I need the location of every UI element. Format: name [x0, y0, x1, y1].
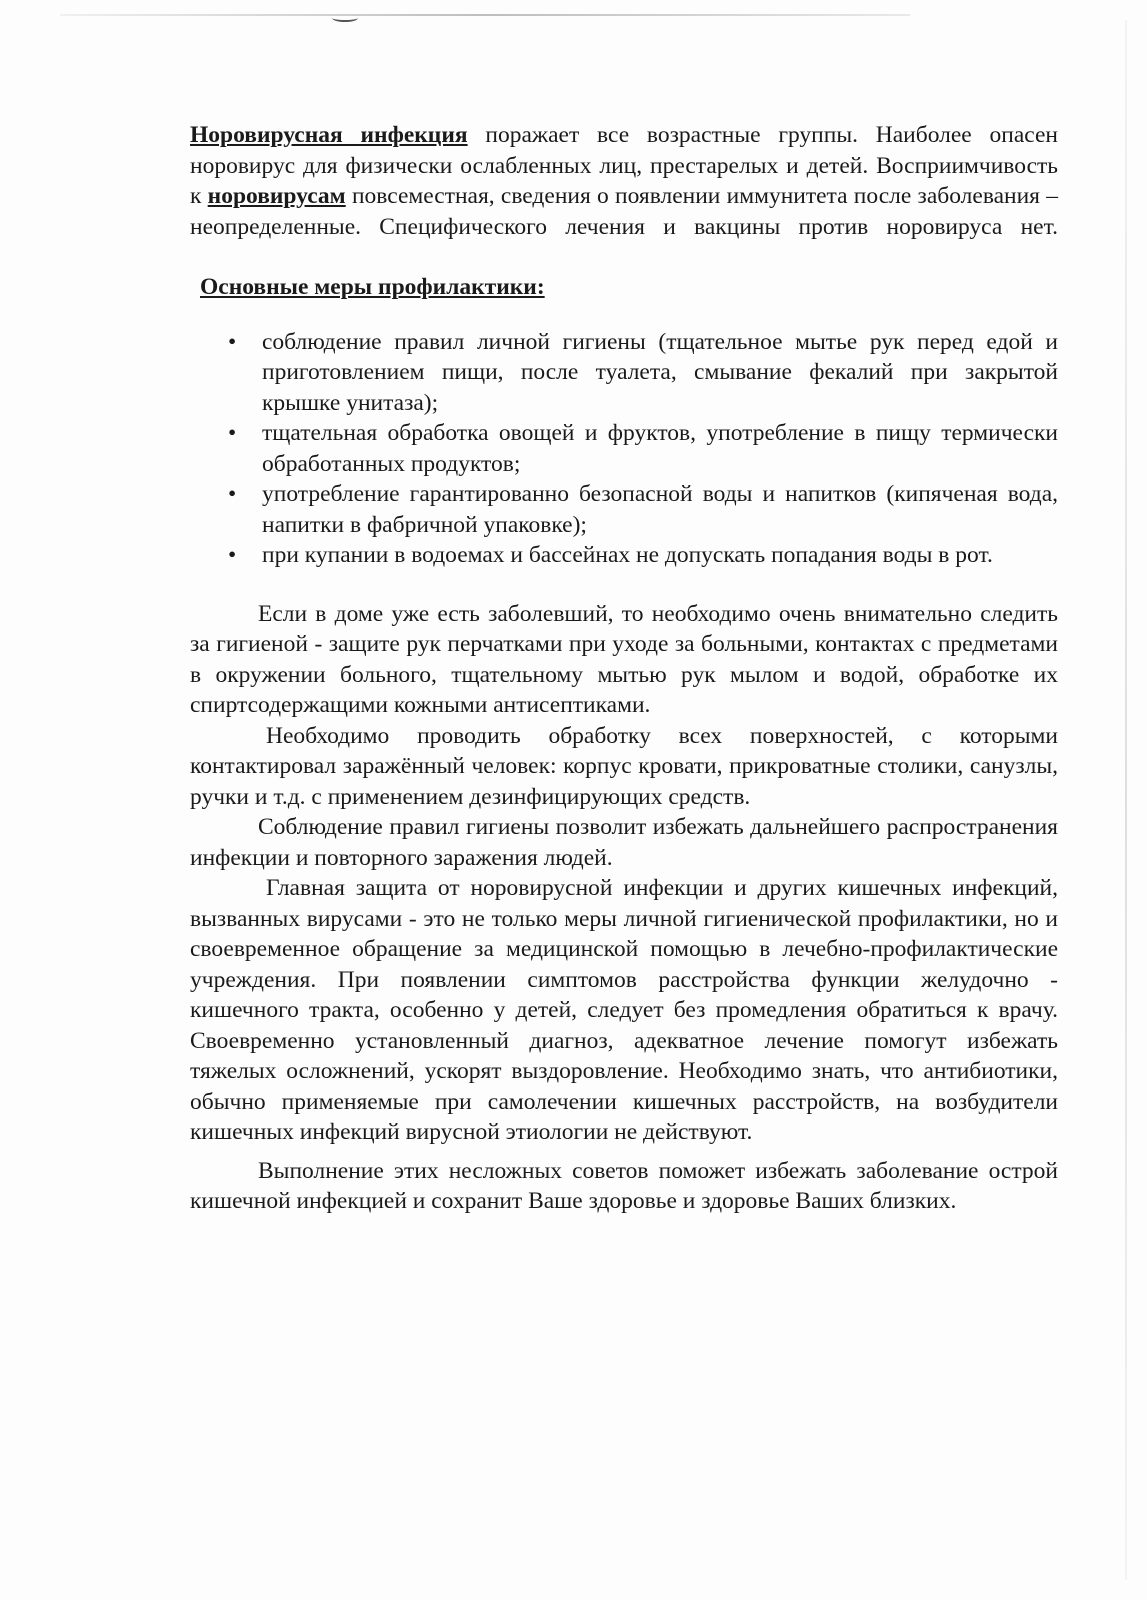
intro-text-2: повсеместная, сведения о появлении иммунитета после заболевания – неопределенные. Специфического лечения и вакцины против норовируса нет. [190, 183, 1058, 240]
paragraph-conclusion: Выполнение этих несложных советов поможет избежать заболевание острой кишечной инфекцией и сохранит Ваше здоровье и здоровье Ваших близких. [190, 1157, 1058, 1214]
paragraph-surface-treatment: Необходимо проводить обработку всех поверхностей, с которыми контактировал заражённый человек: корпус кровати, прикроватные столики, санузлы, ручки и т.д. с применением дезинфицирующих средств. [190, 722, 1058, 810]
paragraph-main-protection: Главная защита от норовирусной инфекции и других кишечных инфекций, вызванных вирусами - это не только меры личной гигиенической профилактики, но и своевременное обращение за медицинской помощью в лечебно-профилактические учреждения. При появлении симптомов расстройства функции желудочно - кишечного тракта, особенно у детей, следует без промедления обратиться к врачу. Своевременно установленный диагноз, адекватное лечение помогут избежать тяжелых осложнений, ускорят выздоровление. Необходимо знать, что антибиотики, обычно применяемые при самолечении кишечных расстройств, на возбудители кишечных инфекций вирусной этиологии не действуют. [190, 875, 1058, 1145]
intro-term-noroviruses: норовирусам [207, 183, 346, 209]
paragraph-sick-at-home: Если в доме уже есть заболевший, то необходимо очень внимательно следить за гигиеной - защите рук перчатками при уходе за больными, контактах с предметами в окружении больного, тщательному мытью рук мылом и водой, обработке их спиртсодержащими кожными антисептиками. [190, 600, 1058, 718]
paragraph-hygiene-rules: Соблюдение правил гигиены позволит избежать дальнейшего распространения инфекции и повторного заражения людей. [190, 814, 1058, 871]
list-item: • соблюдение правил личной гигиены (тщательное мытье рук перед едой и приготовлением пищи, после туалета, смывание фекалий при закрытой крышке унитаза); [262, 327, 1058, 419]
list-item: • тщательная обработка овощей и фруктов, употребление в пищу термически обработанных продуктов; [262, 418, 1058, 479]
intro-term-norovirus-infection: Норовирусная инфекция [190, 122, 468, 148]
prevention-heading: Основные меры профилактики: [200, 274, 545, 300]
scan-edge-right [1125, 20, 1127, 1580]
document-body [190, 120, 1058, 1217]
intro-text-1: поражает все возрастные группы. Наиболее опасен норовирус для физически ослабленных лиц, престарелых и детей. Восприимчивость к [190, 122, 1058, 209]
list-item: • при купании в водоемах и бассейнах не допускать попадания воды в рот. [262, 540, 1058, 571]
spacer [190, 571, 1058, 599]
list-item: • употребление гарантированно безопасной воды и напитков (кипяченая вода, напитки в фабричной упаковке); [262, 479, 1058, 540]
prevention-list [190, 327, 1058, 571]
intro-paragraph [190, 120, 1058, 242]
scan-edge-top [60, 14, 910, 16]
staple-mark [332, 14, 358, 22]
spacer [190, 1148, 1058, 1156]
